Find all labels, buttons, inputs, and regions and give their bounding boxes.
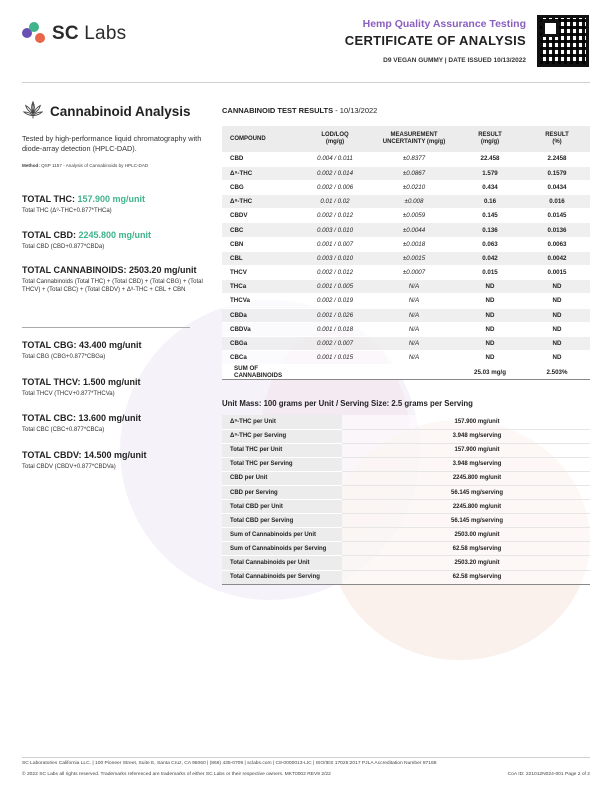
table-cell: ND <box>456 308 524 322</box>
column-header-unit: (mg/g) <box>325 139 345 145</box>
sum-cell: SUM OF CANNABINOIDS <box>222 365 298 380</box>
summary-divider <box>22 327 190 328</box>
secondary-totals <box>22 340 218 471</box>
footer-divider <box>22 757 590 758</box>
unit-mass-label: Total THC per Serving <box>222 457 342 471</box>
sum-cell <box>372 365 456 380</box>
footer-address-text: SC Laboratories California LLC. | 100 Pioneer Street, Suite E, Santa Cruz, CA 95060 | (866) 435-0709 | sclabs.com | C8-0000013-LIC | ISO/IES 17025:2017 PJLA Accreditation Number 87168 <box>22 761 437 766</box>
unit-mass-row <box>222 457 590 471</box>
column-header <box>372 126 456 152</box>
footer-coa-id: CoA ID: 221012N024-001 Page 2 of 2 <box>507 772 590 777</box>
table-cell: 0.434 <box>456 180 524 194</box>
table-cell: ND <box>524 336 590 350</box>
total-cbc <box>22 413 218 435</box>
table-cell: 0.042 <box>456 251 524 265</box>
table-cell: 0.002 / 0.012 <box>298 209 372 223</box>
column-header-unit: UNCERTAINTY (mg/g) <box>382 139 446 145</box>
table-cell: CBDa <box>222 308 298 322</box>
unit-mass-label: CBD per Unit <box>222 471 342 485</box>
brand-name-light: Labs <box>84 23 127 44</box>
unit-mass-value: 157.900 mg/unit <box>342 415 590 429</box>
column-header-unit: (mg/g) <box>480 139 500 145</box>
table-cell: 0.0015 <box>524 266 590 280</box>
unit-mass-label: Total Cannabinoids per Unit <box>222 556 342 570</box>
unit-mass-label: CBD per Serving <box>222 485 342 499</box>
qr-code-icon <box>537 15 589 67</box>
table-cell: 0.145 <box>456 209 524 223</box>
total-cbd <box>22 230 218 252</box>
unit-mass-label: Δ⁹-THC per Serving <box>222 429 342 443</box>
footer-copyright <box>22 772 590 777</box>
table-cell: 0.002 / 0.006 <box>298 180 372 194</box>
table-cell: ND <box>456 280 524 294</box>
table-cell: 0.002 / 0.012 <box>298 266 372 280</box>
unit-mass-label: Total Cannabinoids per Serving <box>222 570 342 584</box>
total-thc <box>22 194 218 216</box>
unit-mass-label: Total CBD per Unit <box>222 500 342 514</box>
brand-logo <box>22 22 126 46</box>
table-cell: THCV <box>222 266 298 280</box>
unit-mass-value: 56.145 mg/serving <box>342 485 590 499</box>
table-cell: CBG <box>222 180 298 194</box>
table-cell: ND <box>524 308 590 322</box>
unit-mass-label: Sum of Cannabinoids per Unit <box>222 528 342 542</box>
table-cell: 0.004 / 0.011 <box>298 152 372 166</box>
table-cell: 0.063 <box>456 237 524 251</box>
table-cell: ND <box>456 336 524 350</box>
total-cbd-label: TOTAL CBD: <box>22 229 76 240</box>
total-cannabinoids-formula: Total Cannabinoids (Total THC) + (Total CBD) + (Total CBG) + (Total THCV) + (Total CBC) + (Total CBDV) + Δ⁸-THC + CBL + CBN <box>22 279 203 293</box>
table-row <box>222 280 590 294</box>
total-thcv <box>22 377 218 399</box>
results-table <box>222 126 590 380</box>
table-cell: ND <box>524 351 590 365</box>
table-cell: CBDVa <box>222 322 298 336</box>
table-cell: ±0.0007 <box>372 266 456 280</box>
table-row <box>222 294 590 308</box>
table-row <box>222 209 590 223</box>
table-row <box>222 351 590 365</box>
results-header-row <box>222 126 590 152</box>
table-row <box>222 223 590 237</box>
header-title: Hemp Quality Assurance Testing <box>362 18 526 30</box>
unit-mass-value: 62.58 mg/serving <box>342 542 590 556</box>
sum-row <box>222 365 590 380</box>
table-cell: ND <box>456 351 524 365</box>
unit-mass-label: Total THC per Unit <box>222 443 342 457</box>
unit-mass-value: 62.58 mg/serving <box>342 570 590 584</box>
table-cell: Δ⁹-THC <box>222 166 298 180</box>
product-and-date: D9 VEGAN GUMMY | DATE ISSUED 10/13/2022 <box>383 57 526 64</box>
total-cbd-formula: Total CBD (CBD+0.877*CBDa) <box>22 243 105 250</box>
column-header-text: RESULT <box>478 132 502 138</box>
table-row <box>222 266 590 280</box>
unit-mass-row <box>222 471 590 485</box>
table-cell: 0.01 / 0.02 <box>298 195 372 209</box>
column-header-text: RESULT <box>545 132 569 138</box>
table-cell: N/A <box>372 308 456 322</box>
table-cell: ±0.8377 <box>372 152 456 166</box>
table-cell: CBN <box>222 237 298 251</box>
table-cell: 0.001 / 0.007 <box>298 237 372 251</box>
table-cell: 0.0434 <box>524 180 590 194</box>
unit-mass-value: 2245.800 mg/unit <box>342 471 590 485</box>
table-row <box>222 322 590 336</box>
table-cell: ±0.0867 <box>372 166 456 180</box>
column-header: COMPOUND <box>222 126 298 152</box>
table-cell: ND <box>524 322 590 336</box>
table-cell: 0.16 <box>456 195 524 209</box>
table-cell: ±0.0059 <box>372 209 456 223</box>
column-header-text: MEASUREMENT <box>390 132 438 138</box>
table-cell: ND <box>524 294 590 308</box>
sum-cell: 25.03 mg/g <box>456 365 524 380</box>
unit-mass-row <box>222 443 590 457</box>
table-cell: 0.0136 <box>524 223 590 237</box>
total-cbc-label: TOTAL CBC: 13.600 mg/unit <box>22 413 142 424</box>
table-cell: 0.002 / 0.007 <box>298 336 372 350</box>
logo-dots-icon <box>22 22 46 46</box>
table-cell: CBC <box>222 223 298 237</box>
unit-mass-row <box>222 514 590 528</box>
section-title-text: Cannabinoid Analysis <box>50 103 191 119</box>
table-row <box>222 195 590 209</box>
table-row <box>222 336 590 350</box>
table-cell: ±0.0210 <box>372 180 456 194</box>
table-cell: CBL <box>222 251 298 265</box>
unit-mass-row <box>222 528 590 542</box>
unit-mass-row <box>222 556 590 570</box>
column-header-unit: (%) <box>552 139 562 145</box>
unit-mass-value: 56.145 mg/serving <box>342 514 590 528</box>
table-cell: CBD <box>222 152 298 166</box>
table-cell: 22.458 <box>456 152 524 166</box>
total-thcv-formula: Total THCV (THCV+0.877*THCVa) <box>22 390 115 397</box>
brand-name <box>52 23 126 45</box>
table-cell: 0.001 / 0.015 <box>298 351 372 365</box>
unit-mass-table <box>222 415 590 585</box>
brand-name-bold: SC <box>52 23 79 44</box>
unit-mass-label: Δ⁹-THC per Unit <box>222 415 342 429</box>
summary-column <box>22 100 218 294</box>
table-row <box>222 180 590 194</box>
total-cbd-value: 2245.800 mg/unit <box>78 229 152 240</box>
column-header <box>524 126 590 152</box>
table-cell: 0.0063 <box>524 237 590 251</box>
total-cbg <box>22 340 218 362</box>
table-cell: 0.002 / 0.014 <box>298 166 372 180</box>
table-cell: ±0.0015 <box>372 251 456 265</box>
table-cell: 0.001 / 0.018 <box>298 322 372 336</box>
certificate-title: CERTIFICATE OF ANALYSIS <box>344 33 526 48</box>
method-line <box>22 163 218 168</box>
unit-mass-value: 2245.800 mg/unit <box>342 500 590 514</box>
unit-mass-row <box>222 500 590 514</box>
unit-mass-title: Unit Mass: 100 grams per Unit / Serving Size: 2.5 grams per Serving <box>222 399 473 408</box>
total-cannabinoids <box>22 265 218 294</box>
results-title-text: CANNABINOID TEST RESULTS <box>222 106 334 115</box>
sum-cell <box>298 365 372 380</box>
table-cell: CBDV <box>222 209 298 223</box>
unit-mass-label: Total CBD per Serving <box>222 514 342 528</box>
results-date: - 10/13/2022 <box>333 106 378 115</box>
total-cbg-label: TOTAL CBG: 43.400 mg/unit <box>22 340 142 350</box>
table-row <box>222 152 590 166</box>
section-title <box>22 100 218 122</box>
cannabis-leaf-icon <box>22 100 44 122</box>
table-cell: ±0.0018 <box>372 237 456 251</box>
table-cell: ±0.008 <box>372 195 456 209</box>
method-description: Tested by high-performance liquid chromatography with diode-array detection (HPLC-DAD). <box>22 134 202 153</box>
table-cell: ND <box>456 294 524 308</box>
table-cell: 0.1579 <box>524 166 590 180</box>
table-row <box>222 251 590 265</box>
footer-copyright-text: © 2022 SC Labs all rights reserved. Trademarks referenced are trademarks of either SC Labs or their respective owners. MKT0002 REV9 2/22 <box>22 772 331 777</box>
table-cell: 0.0042 <box>524 251 590 265</box>
table-cell: N/A <box>372 336 456 350</box>
table-cell: ±0.0044 <box>372 223 456 237</box>
total-cbg-formula: Total CBG (CBG+0.877*CBGa) <box>22 354 106 360</box>
header-divider <box>22 82 590 83</box>
total-thc-value: 157.900 mg/unit <box>77 194 146 204</box>
table-cell: 1.579 <box>456 166 524 180</box>
total-cbdv-formula: Total CBDV (CBDV+0.877*CBDVa) <box>22 463 116 470</box>
table-cell: CBGa <box>222 336 298 350</box>
table-cell: 0.001 / 0.026 <box>298 308 372 322</box>
table-row <box>222 237 590 251</box>
unit-mass-row <box>222 542 590 556</box>
table-row <box>222 166 590 180</box>
table-cell: CBCa <box>222 351 298 365</box>
unit-mass-value: 157.900 mg/unit <box>342 443 590 457</box>
table-row <box>222 308 590 322</box>
total-cbc-formula: Total CBC (CBC+0.877*CBCa) <box>22 427 105 434</box>
column-header-text: LOD/LOQ <box>321 132 349 138</box>
total-cannabinoids-label: TOTAL CANNABINOIDS: 2503.20 mg/unit <box>22 265 197 276</box>
table-cell: N/A <box>372 322 456 336</box>
total-thc-label: TOTAL THC: <box>22 194 75 204</box>
total-cbdv-label: TOTAL CBDV: 14.500 mg/unit <box>22 449 147 460</box>
table-cell: 2.2458 <box>524 152 590 166</box>
table-cell: N/A <box>372 280 456 294</box>
table-cell: 0.015 <box>456 266 524 280</box>
unit-mass-row <box>222 429 590 443</box>
method-text: QSP 1157 - Analysis of Cannabinoids by HPLC-DAD <box>41 163 149 168</box>
table-cell: 0.003 / 0.010 <box>298 223 372 237</box>
table-cell: 0.001 / 0.005 <box>298 280 372 294</box>
unit-mass-label: Sum of Cannabinoids per Serving <box>222 542 342 556</box>
footer-address <box>22 761 590 766</box>
results-title <box>222 106 377 115</box>
method-label: Method: <box>22 163 40 168</box>
table-cell: THCVa <box>222 294 298 308</box>
unit-mass-table-end <box>222 584 590 585</box>
unit-mass-row <box>222 415 590 429</box>
table-cell: 0.002 / 0.019 <box>298 294 372 308</box>
sum-cell: 2.503% <box>524 365 590 380</box>
total-thcv-label: TOTAL THCV: 1.500 mg/unit <box>22 376 141 387</box>
header-block <box>345 18 526 64</box>
column-header <box>456 126 524 152</box>
unit-mass-value: 3.948 mg/serving <box>342 457 590 471</box>
table-cell: N/A <box>372 351 456 365</box>
total-cbdv <box>22 450 218 472</box>
table-cell: N/A <box>372 294 456 308</box>
unit-mass-row <box>222 485 590 499</box>
unit-mass-value: 2503.20 mg/unit <box>342 556 590 570</box>
table-cell: 0.136 <box>456 223 524 237</box>
table-cell: 0.003 / 0.010 <box>298 251 372 265</box>
table-cell: ND <box>456 322 524 336</box>
column-header <box>298 126 372 152</box>
table-cell: 0.0145 <box>524 209 590 223</box>
unit-mass-row <box>222 570 590 584</box>
unit-mass-value: 3.948 mg/serving <box>342 429 590 443</box>
unit-mass-value: 2503.00 mg/unit <box>342 528 590 542</box>
table-cell: Δ⁸-THC <box>222 195 298 209</box>
table-cell: ND <box>524 280 590 294</box>
table-cell: 0.016 <box>524 195 590 209</box>
table-cell: THCa <box>222 280 298 294</box>
total-thc-formula: Total THC (Δ⁹-THC+0.877*THCa) <box>22 208 112 214</box>
